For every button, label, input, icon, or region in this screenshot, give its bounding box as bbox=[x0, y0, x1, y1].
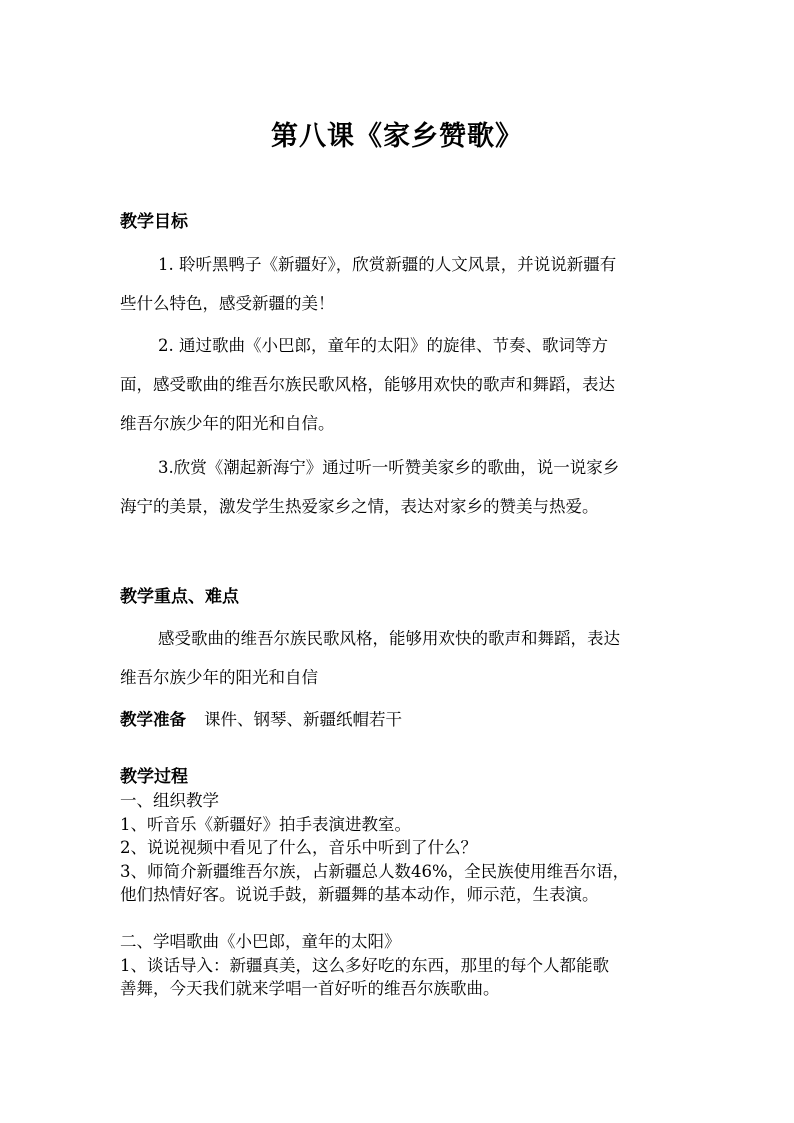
paragraph-line: 海宁的美景，激发学生热爱家乡之情，表达对家乡的赞美与热爱。 bbox=[120, 497, 599, 516]
section-title: 一、组织教学 bbox=[120, 791, 219, 810]
paragraph-line: 维吾尔族少年的阳光和自信 bbox=[120, 668, 318, 687]
objective-item-3 bbox=[120, 448, 680, 526]
preparation-row bbox=[120, 700, 680, 739]
section-title: 二、学唱歌曲《小巴郎，童年的太阳》 bbox=[120, 932, 401, 951]
paragraph-line: 感受歌曲的维吾尔族民歌风格，能够用欢快的歌声和舞蹈，表达 bbox=[158, 629, 620, 648]
objectives-heading: 教学目标 bbox=[120, 212, 188, 232]
paragraph-line: 些什么特色，感受新疆的美！ bbox=[120, 294, 335, 313]
process-part-2 bbox=[120, 930, 685, 1001]
paragraph-line: 维吾尔族少年的阳光和自信。 bbox=[120, 414, 335, 433]
preparation-label: 教学准备 bbox=[120, 710, 186, 729]
paragraph-line: 1、听音乐《新疆好》拍手表演进教室。 bbox=[120, 814, 411, 834]
process-part-1 bbox=[120, 789, 685, 907]
key-points-heading: 教学重点、难点 bbox=[120, 587, 239, 607]
paragraph-line: 3.欣赏《潮起新海宁》通过听一听赞美家乡的歌曲，说一说家乡 bbox=[158, 458, 620, 477]
paragraph-line: 善舞，今天我们就来学唱一首好听的维吾尔族歌曲。 bbox=[120, 979, 500, 998]
preparation-text: 课件、钢琴、新疆纸帽若干 bbox=[204, 710, 402, 729]
paragraph-line: 面，感受歌曲的维吾尔族民歌风格，能够用欢快的歌声和舞蹈，表达 bbox=[120, 375, 615, 394]
paragraph-line: 他们热情好客。说说手鼓，新疆舞的基本动作，师示范，生表演。 bbox=[120, 885, 599, 904]
objective-item-2 bbox=[120, 326, 680, 443]
process-heading: 教学过程 bbox=[120, 767, 188, 787]
objective-item-1 bbox=[120, 245, 680, 323]
paragraph-line: 2. 通过歌曲《小巴郎，童年的太阳》的旋律、节奏、歌词等方 bbox=[158, 336, 608, 355]
paragraph-line: 1、谈话导入：新疆真美，这么多好吃的东西，那里的每个人都能歌 bbox=[120, 955, 609, 975]
key-points-paragraph bbox=[120, 619, 680, 697]
paragraph-line: 1. 聆听黑鸭子《新疆好》，欣赏新疆的人文风景，并说说新疆有 bbox=[158, 255, 617, 274]
paragraph-line: 3、师简介新疆维吾尔族，占新疆总人数46%，全民族使用维吾尔语， bbox=[120, 861, 630, 881]
paragraph-line: 2、说说视频中看见了什么，音乐中听到了什么？ bbox=[120, 838, 477, 857]
page-title: 第八课《家乡赞歌》 bbox=[271, 121, 523, 152]
